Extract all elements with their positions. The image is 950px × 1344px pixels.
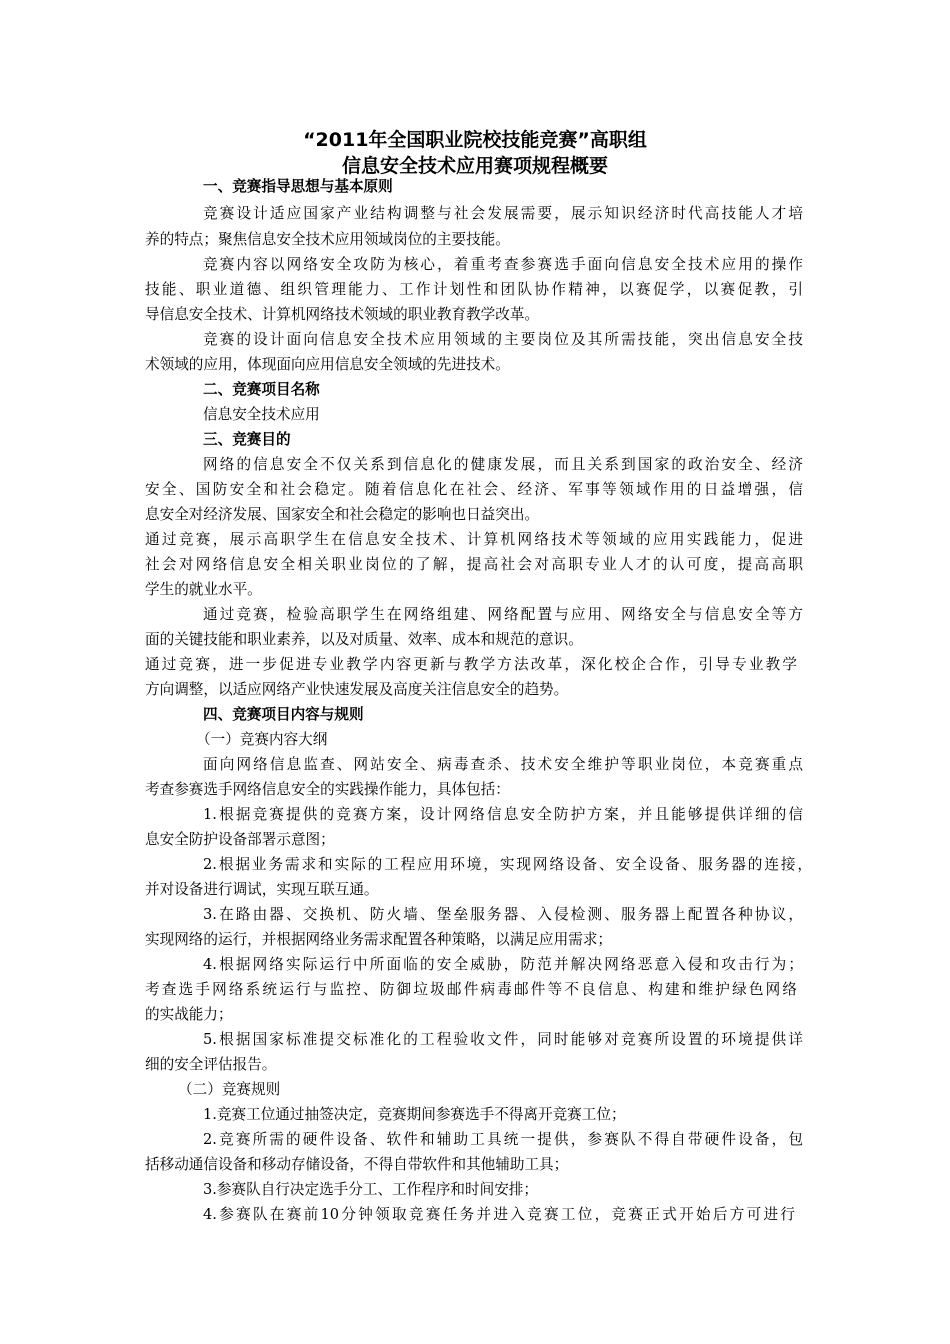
paragraph-line: 方向调整，以适应网络产业快速发展及高度关注信息安全的趋势。	[145, 681, 569, 698]
paragraph-line: 导信息安全技术、计算机网络技术领域的职业教育教学改革。	[145, 306, 540, 323]
list-item-line: 3.参赛队自行决定选手分工、工作程序和时间安排；	[203, 1181, 538, 1198]
list-item-line: 的实战能力；	[145, 1006, 233, 1023]
paragraph-line: 安全、国防安全和社会稳定。随着信息化在社会、经济、军事等领域作用的日益增强，信	[145, 481, 803, 498]
paragraph-line: 养的特点；聚焦信息安全技术应用领域岗位的主要技能。	[145, 231, 510, 248]
paragraph-line: 考查参赛选手网络信息安全的实践操作能力，具体包括：	[145, 781, 510, 798]
paragraph-line: 通过竞赛，进一步促进专业教学内容更新与教学方法改革，深化校企合作，引导专业教学	[145, 656, 797, 673]
paragraph-line: 竞赛设计适应国家产业结构调整与社会发展需要，展示知识经济时代高技能人才培	[203, 205, 803, 222]
section-heading-2: 二、竞赛项目名称	[203, 381, 320, 398]
section-heading-3: 三、竞赛目的	[203, 431, 291, 448]
paragraph-line: 面向网络信息监查、网站安全、病毒查杀、技术安全维护等职业岗位，本竞赛重点	[203, 756, 803, 773]
list-item-line: 息安全防护设备部署示意图；	[145, 831, 335, 848]
list-item-line: 4.根据网络实际运行中所面临的安全威胁，防范并解决网络恶意入侵和攻击行为；	[203, 956, 803, 973]
list-item-line: 1.竞赛工位通过抽签决定，竞赛期间参赛选手不得离开竞赛工位；	[203, 1106, 626, 1123]
section-heading-1: 一、竞赛指导思想与基本原则	[203, 178, 393, 195]
paragraph-line: 网络的信息安全不仅关系到信息化的健康发展，而且关系到国家的政治安全、经济	[203, 456, 803, 473]
list-item-line: 4.参赛队在赛前10分钟领取竞赛任务并进入竞赛工位，竞赛正式开始后方可进行	[203, 1206, 795, 1223]
subsection-heading: （二）竞赛规则	[178, 1081, 281, 1098]
list-item-line: 2.根据业务需求和实际的工程应用环境，实现网络设备、安全设备、服务器的连接，	[203, 856, 812, 873]
list-item-line: 1.根据竞赛提供的竞赛方案，设计网络信息安全防护方案，并且能够提供详细的信	[203, 806, 803, 823]
list-item-line: 括移动通信设备和移动存储设备，不得自带软件和其他辅助工具；	[145, 1156, 569, 1173]
doc-title-line-2: 信息安全技术应用赛项规程概要	[341, 155, 608, 177]
paragraph-line: 术领域的应用，体现面向应用信息安全领域的先进技术。	[145, 356, 510, 373]
list-item-line: 3.在路由器、交换机、防火墙、堡垒服务器、入侵检测、服务器上配置各种协议，	[203, 906, 803, 923]
paragraph-line: 社会对网络信息安全相关职业岗位的了解，提高社会对高职专业人才的认可度，提高高职	[145, 556, 803, 573]
list-item-line: 2.竞赛所需的硬件设备、软件和辅助工具统一提供，参赛队不得自带硬件设备，包	[203, 1131, 803, 1148]
section-heading-4: 四、竞赛项目内容与规则	[203, 706, 364, 723]
paragraph-line: 面的关键技能和职业素养，以及对质量、效率、成本和规范的意识。	[145, 631, 583, 648]
paragraph-line: 通过竞赛，展示高职学生在信息安全技术、计算机网络技术等领域的应用实践能力，促进	[145, 531, 803, 548]
paragraph-line: 息安全对经济发展、国家安全和社会稳定的影响也日益突出。	[145, 506, 540, 523]
list-item-line: 考查选手网络系统运行与监控、防御垃圾邮件病毒邮件等不良信息、构建和维护绿色网络	[145, 981, 797, 998]
paragraph-line: 竞赛内容以网络安全攻防为核心，着重考查参赛选手面向信息安全技术应用的操作	[203, 256, 803, 273]
list-item-line: 实现网络的运行，并根据网络业务需求配置各种策略，以满足应用需求；	[145, 931, 613, 948]
paragraph-line: 学生的就业水平。	[145, 581, 262, 598]
paragraph-line: 竞赛的设计面向信息安全技术应用领域的主要岗位及其所需技能，突出信息安全技	[203, 331, 803, 348]
doc-title-line-1: “2011年全国职业院校技能竞赛”高职组	[303, 129, 647, 151]
paragraph-line: 信息安全技术应用	[203, 406, 320, 423]
list-item-line: 并对设备进行调试，实现互联互通。	[145, 881, 379, 898]
subsection-heading: （一）竞赛内容大纲	[196, 731, 328, 748]
list-item-line: 细的安全评估报告。	[145, 1056, 277, 1073]
paragraph-line: 技能、职业道德、组织管理能力、工作计划性和团队协作精神，以赛促学，以赛促教，引	[145, 281, 803, 298]
list-item-line: 5.根据国家标准提交标准化的工程验收文件，同时能够对竞赛所设置的环境提供详	[203, 1031, 803, 1048]
paragraph-line: 通过竞赛，检验高职学生在网络组建、网络配置与应用、网络安全与信息安全等方	[203, 606, 803, 623]
